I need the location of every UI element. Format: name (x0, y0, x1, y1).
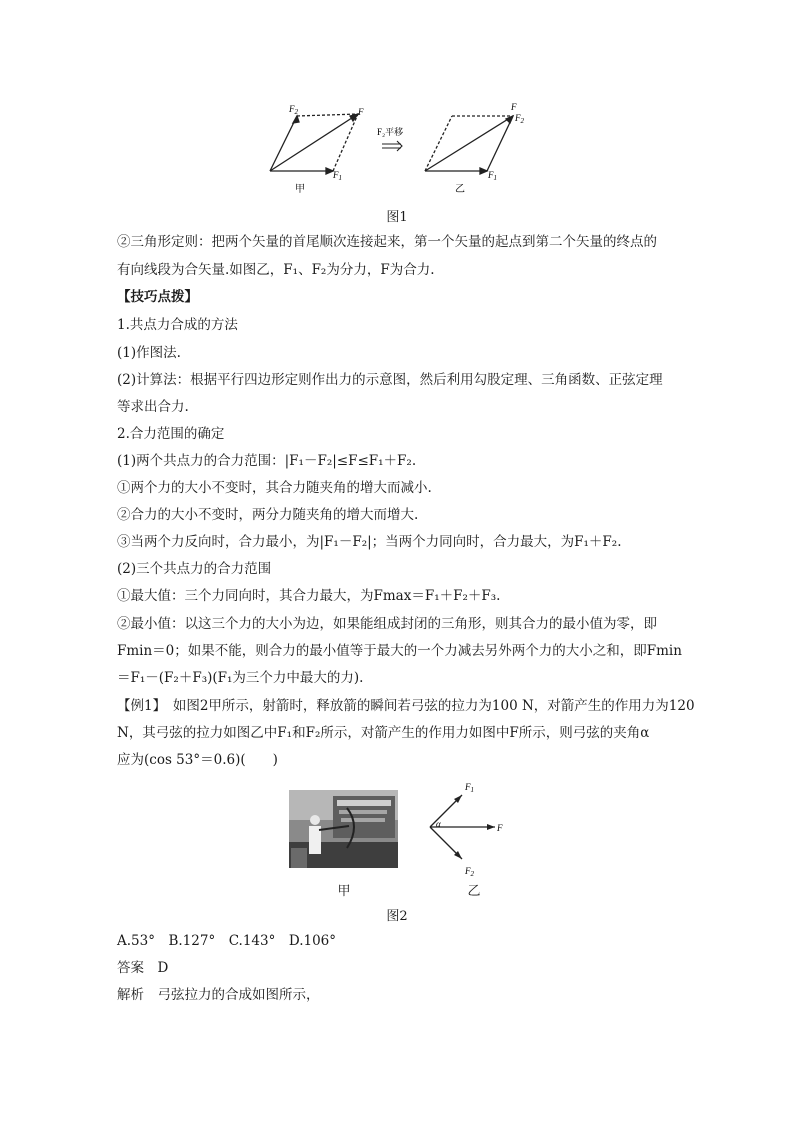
analysis: 解析 弓弦拉力的合成如图所示， (117, 987, 320, 1003)
label-f1-right: $F_1$ (488, 170, 497, 182)
label-f1-fig2: $F_1$ (465, 782, 474, 794)
label-f1-left: $F_1$ (333, 170, 342, 182)
range-item-2b-line-2: Fmin＝0；如果不能，则合力的最小值等于最大的一个力减去另外两个力的大小之和，即Fmin (117, 643, 682, 659)
example-line-2: N，其弓弦的拉力如图乙中F₁和F₂所示，对箭产生的作用力如图中F所示，则弓弦的夹角α (117, 725, 650, 741)
range-heading: 2.合力范围的确定 (117, 426, 225, 442)
range-item-2b-line-3: ＝F₁－(F₂＋F₃)(F₁为三个力中最大的力). (117, 670, 364, 686)
range-item-1: (1)两个共点力的合力范围：|F₁－F₂|≤F≤F₁＋F₂. (117, 453, 417, 469)
archer-photo (289, 790, 398, 868)
figure-2-left-label: 甲 (337, 884, 351, 899)
method-item-1: (1)作图法. (117, 345, 181, 361)
label-f-right: F (511, 102, 517, 112)
triangle-rule-line-1: ②三角形定则：把两个矢量的首尾顺次连接起来，第一个矢量的起点到第二个矢量的终点的 (117, 234, 657, 250)
triangle-rule-line-2: 有向线段为合矢量.如图乙，F₁、F₂为分力，F为合力. (117, 262, 435, 278)
force-diagram (425, 778, 515, 878)
answer-options: A.53° B.127° C.143° D.106° (117, 933, 337, 949)
figure-2-right-label: 乙 (467, 884, 481, 899)
example-line-3: 应为(cos 53°＝0.6)( ) (117, 752, 278, 768)
arrow-text: F₂平移 (377, 127, 404, 137)
range-item-1c: ③当两个力反向时，合力最小，为|F₁－F₂|；当两个力同向时，合力最大，为F₁＋F₂. (117, 534, 622, 550)
implies-arrow (382, 141, 402, 151)
label-f2-fig2: $F_2$ (465, 866, 474, 878)
method-heading: 1.共点力合成的方法 (117, 317, 238, 333)
example-line-1: 【例1】 如图2甲所示，射箭时，释放箭的瞬间若弓弦的拉力为100 N，对箭产生的作用力为120 (117, 698, 695, 714)
label-f-left: F (358, 107, 364, 117)
range-item-2a: ①最大值：三个力同向时，其合力最大，为Fmax＝F₁＋F₂＋F₃. (117, 588, 501, 604)
method-item-2b: 等求出合力. (117, 399, 189, 415)
range-item-1a: ①两个力的大小不变时，其合力随夹角的增大而减小. (117, 480, 432, 496)
range-item-2b-line-1: ②最小值：以这三个力的大小为边，如果能组成封闭的三角形，则其合力的最小值为零，即 (117, 616, 657, 632)
parallelogram-right (425, 116, 513, 174)
range-item-1b: ②合力的大小不变时，两分力随夹角的增大而增大. (117, 507, 419, 523)
answer: 答案 D (117, 960, 169, 976)
range-item-2: (2)三个共点力的合力范围 (117, 561, 272, 577)
figure-1-caption: 图1 (386, 210, 408, 225)
tips-heading: 【技巧点拨】 (117, 289, 198, 305)
label-f-fig2: F (497, 823, 503, 833)
parallelogram-left (270, 114, 358, 174)
figure-2-caption: 图2 (386, 909, 408, 924)
label-alpha: α (436, 819, 441, 829)
method-item-2a: (2)计算法：根据平行四边形定则作出力的示意图，然后利用勾股定理、三角函数、正弦定理 (117, 372, 663, 388)
figure-1-right-label: 乙 (455, 184, 465, 195)
figure-1-left-label: 甲 (295, 184, 305, 195)
label-f2-left: $F_2$ (289, 104, 298, 116)
figure-1-diagram (255, 98, 545, 198)
label-f2-right: $F_2$ (515, 113, 524, 125)
